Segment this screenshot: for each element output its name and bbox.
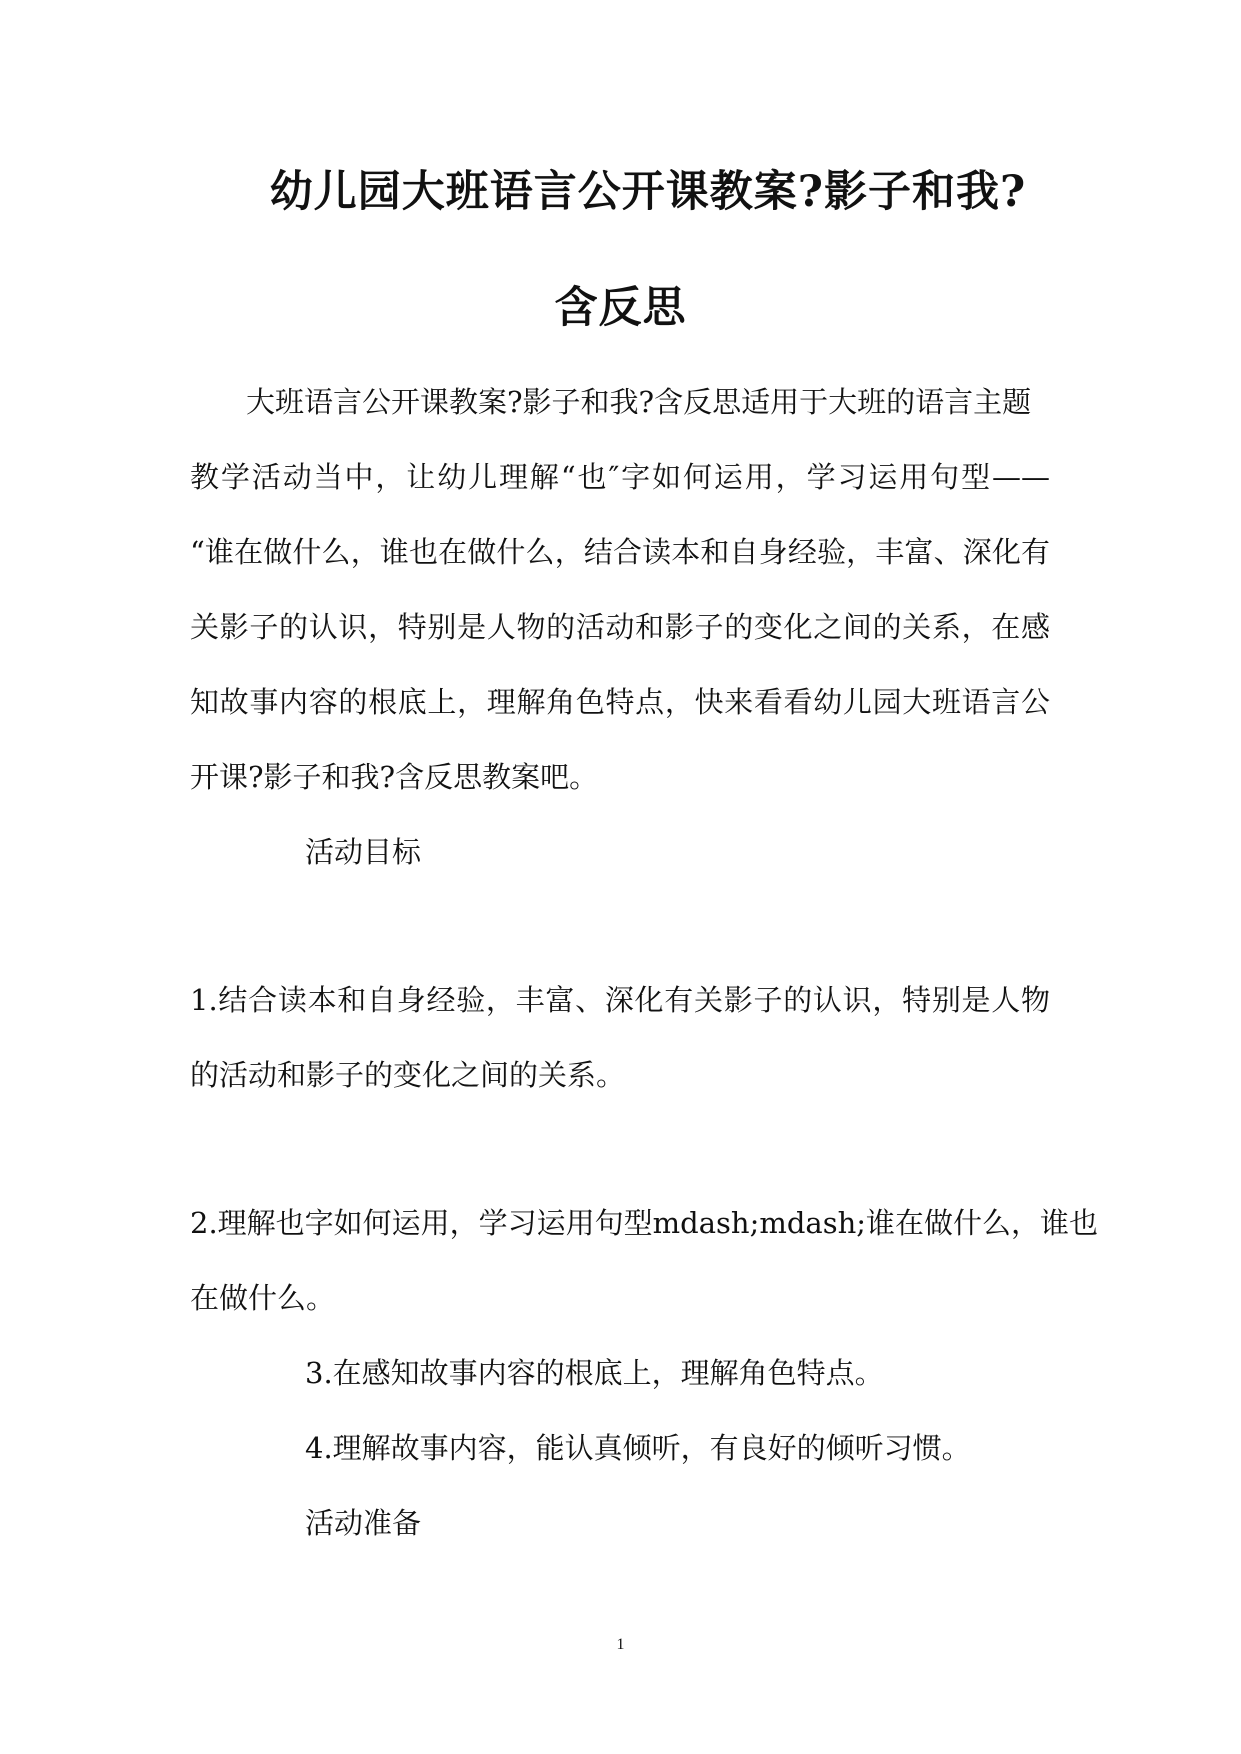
goal-1-line-1: 1.结合读本和自身经验，丰富、深化有关影子的认识，特别是人物: [190, 983, 1050, 1017]
goal-2-line-1: 2.理解也字如何运用，学习运用句型mdash;mdash;谁在做什么，谁也: [190, 1206, 1099, 1240]
section-heading-preparation: 活动准备: [305, 1506, 422, 1540]
goal-3: 3.在感知故事内容的根底上，理解角色特点。: [305, 1356, 884, 1390]
section-heading-goals: 活动目标: [305, 835, 422, 869]
intro-line-1: 大班语言公开课教案?影子和我?含反思适用于大班的语言主题: [246, 385, 1032, 419]
intro-line-5: 知故事内容的根底上，理解角色特点，快来看看幼儿园大班语言公: [190, 685, 1050, 719]
intro-line-6: 开课?影子和我?含反思教案吧。: [190, 760, 599, 794]
goal-2-line-2: 在做什么。: [190, 1281, 336, 1315]
goal-4: 4.理解故事内容，能认真倾听，有良好的倾听习惯。: [305, 1431, 971, 1465]
page-number: 1: [616, 1636, 625, 1653]
document-title-line-2: 含反思: [554, 283, 687, 333]
goal-1-line-2: 的活动和影子的变化之间的关系。: [190, 1058, 626, 1092]
intro-line-3: “谁在做什么，谁也在做什么，结合读本和自身经验，丰富、深化有: [190, 535, 1050, 569]
document-title-line-1: 幼儿园大班语言公开课教案?影子和我?: [269, 167, 1027, 217]
intro-line-4: 关影子的认识，特别是人物的活动和影子的变化之间的关系，在感: [190, 610, 1050, 644]
intro-line-2: 教学活动当中，让幼儿理解“也″字如何运用，学习运用句型——: [190, 460, 1050, 494]
